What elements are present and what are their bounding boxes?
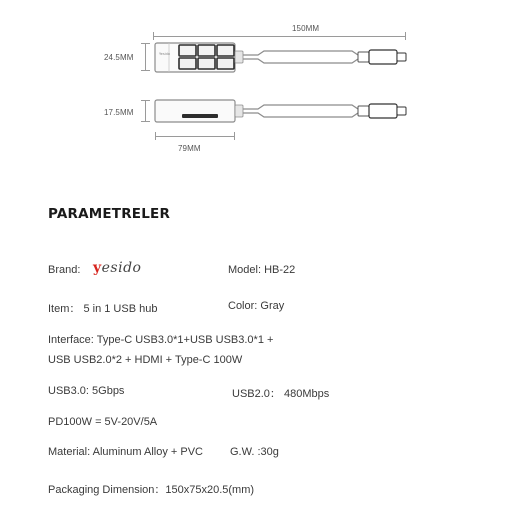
side-usb-c-plug-tip (397, 107, 406, 115)
interface-spec-line1: Interface: Type-C USB3.0*1+USB USB3.0*1 + (48, 334, 274, 346)
side-strain-relief (235, 105, 243, 117)
side-usb-c-connector-icon (369, 104, 397, 118)
height-dimension-line (145, 43, 146, 71)
height-dimension-label: 24.5MM (104, 53, 134, 62)
usb3-speed-spec: USB3.0: 5Gbps (48, 385, 125, 397)
weight-spec: G.W. :30g (230, 446, 279, 458)
color-spec: Color: Gray (228, 300, 285, 312)
usb-port-icon-6 (217, 58, 234, 69)
hub-body-side (155, 100, 235, 122)
depth-dimension-line (145, 100, 146, 122)
depth-dimension-label: 17.5MM (104, 108, 134, 117)
hdmi-port-icon (182, 114, 218, 118)
item-spec: Item： 5 in 1 USB hub (48, 303, 158, 315)
side-connector-boot (358, 106, 369, 116)
interface-spec-line2: USB USB2.0*2 + HDMI + Type-C 100W (48, 354, 243, 366)
usb2-speed-spec: USB2.0： 480Mbps (232, 388, 330, 400)
power-delivery-spec: PD100W = 5V-20V/5A (48, 416, 158, 428)
side-cable-line-bottom (243, 113, 368, 117)
width-dimension-label: 79MM (178, 144, 201, 153)
usb-port-icon-5 (198, 58, 215, 69)
section-title: PARAMETRELER (48, 206, 171, 222)
side-cable-line-top (243, 105, 368, 109)
cable-strain-relief (235, 51, 243, 63)
usb-port-icon-3 (217, 45, 234, 56)
hub-top-view (150, 40, 410, 76)
packaging-spec: Packaging Dimension：150x75x20.5(mm) (48, 484, 255, 496)
brand-label: Brand: (48, 264, 81, 276)
hub-brand-mark: Yesido (159, 52, 170, 56)
cable-line-bottom (243, 59, 368, 63)
height-dimension-tick-bottom (141, 70, 150, 71)
brand-logo-y: y (93, 260, 102, 276)
usb-c-plug-tip (397, 53, 406, 61)
depth-dimension-tick-top (141, 100, 150, 101)
depth-dimension-tick-bottom (141, 121, 150, 122)
length-dimension-tick-right (405, 32, 406, 40)
width-dimension-tick-right (234, 132, 235, 140)
hub-side-view (150, 94, 410, 128)
height-dimension-tick-top (141, 43, 150, 44)
usb-port-icon-2 (198, 45, 215, 56)
width-dimension-line (155, 136, 235, 137)
width-dimension-tick-left (155, 132, 156, 140)
length-dimension-label: 150MM (292, 24, 320, 33)
cable-line-top (243, 51, 368, 55)
usb-port-icon-4 (179, 58, 196, 69)
usb-c-connector-icon (369, 50, 397, 64)
connector-boot (358, 52, 369, 62)
brand-logo-text: esido (101, 260, 142, 276)
length-dimension-tick-left (153, 32, 154, 40)
model-spec: Model: HB-22 (228, 264, 296, 276)
usb-port-icon-1 (179, 45, 196, 56)
brand-logo (93, 260, 141, 276)
length-dimension-line (153, 36, 406, 37)
material-spec: Material: Aluminum Alloy + PVC (48, 446, 203, 458)
